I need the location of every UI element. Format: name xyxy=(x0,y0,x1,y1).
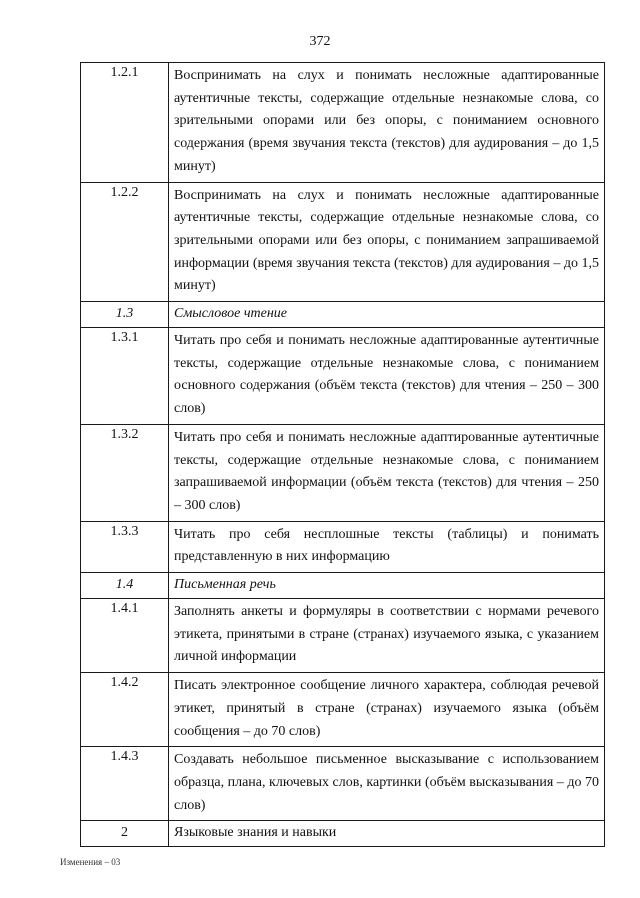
table-row xyxy=(81,599,605,673)
row-text: Писать электронное сообщение личного характера, соблюдая речевой этикет, принятый в стране (странах) изучаемого языка (объём сообщения – до 70 слов) xyxy=(169,673,605,747)
section-code: 1.3 xyxy=(81,302,169,328)
table-row xyxy=(81,328,605,425)
section-row xyxy=(81,302,605,328)
row-text: Читать про себя и понимать несложные адаптированные аутентичные тексты, содержащие отдельные незнакомые слова, с пониманием запрашиваемой информации (объём текста (текстов) для чтения – 250 – 300 слов) xyxy=(169,424,605,521)
section-title: Письменная речь xyxy=(169,573,605,599)
row-code: 1.4.1 xyxy=(81,599,169,673)
row-text: Воспринимать на слух и понимать несложные адаптированные аутентичные тексты, содержащие отдельные незнакомые слова, со зрительными опорами или без опоры, с пониманием запрашиваемой информации (время звучания текста (текстов) для аудирования – до 1,5 минут) xyxy=(169,182,605,302)
row-code: 1.2.2 xyxy=(81,182,169,302)
table-row xyxy=(81,673,605,747)
section-title: Смысловое чтение xyxy=(169,302,605,328)
row-text: Заполнять анкеты и формуляры в соответствии с нормами речевого этикета, принятыми в стране (странах) изучаемого языка, с указанием личной информации xyxy=(169,599,605,673)
row-text: Читать про себя несплошные тексты (таблицы) и понимать представленную в них информацию xyxy=(169,521,605,572)
row-code: 1.3.3 xyxy=(81,521,169,572)
revision-footer: Изменения – 03 xyxy=(60,857,121,867)
table-row xyxy=(81,182,605,302)
page-number: 372 xyxy=(309,34,331,49)
requirements-table xyxy=(80,62,605,847)
row-code: 1.4.3 xyxy=(81,747,169,821)
row-text: Воспринимать на слух и понимать несложные адаптированные аутентичные тексты, содержащие отдельные незнакомые слова, со зрительными опорами или без опоры, с пониманием основного содержания (время звучания текста (текстов) для аудирования – до 1,5 минут) xyxy=(169,63,605,183)
row-text: Читать про себя и понимать несложные адаптированные аутентичные тексты, содержащие отдельные незнакомые слова, с пониманием основного содержания (объём текста (текстов) для чтения – 250 – 300 слов) xyxy=(169,328,605,425)
table-row xyxy=(81,521,605,572)
row-code: 1.4.2 xyxy=(81,673,169,747)
row-text: Языковые знания и навыки xyxy=(169,821,605,847)
section-row xyxy=(81,573,605,599)
row-code: 2 xyxy=(81,821,169,847)
table-row xyxy=(81,821,605,847)
row-code: 1.3.1 xyxy=(81,328,169,425)
row-code: 1.2.1 xyxy=(81,63,169,183)
table-row xyxy=(81,63,605,183)
row-code: 1.3.2 xyxy=(81,424,169,521)
row-text: Создавать небольшое письменное высказывание с использованием образца, плана, ключевых слов, картинки (объём высказывания – до 70 слов) xyxy=(169,747,605,821)
section-code: 1.4 xyxy=(81,573,169,599)
table-row xyxy=(81,424,605,521)
table-row xyxy=(81,747,605,821)
